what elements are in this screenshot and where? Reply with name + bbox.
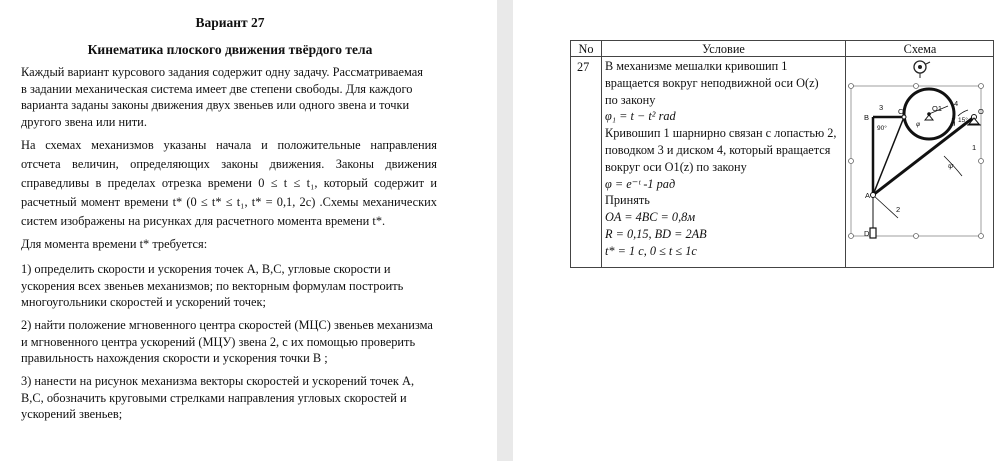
text-line: Каждый вариант курсового задания содержит одну задачу. Рассматриваемая — [21, 65, 423, 79]
condition-line: вокруг оси O1(z) по закону — [605, 159, 747, 174]
label-1: 1 — [972, 143, 977, 152]
intro-paragraph — [21, 64, 423, 130]
label-angle-15: 15° — [958, 117, 968, 124]
condition-line: по закону — [605, 92, 656, 107]
text-line: в задании механическая система имеет две степени свободы. Для каждого — [21, 81, 413, 96]
label-4: 4 — [954, 99, 959, 108]
text-line: На схемах механизмов указаны начала и положительные направления — [21, 138, 437, 152]
text-line: отсчета величин, определяющих законы движения. Законы движения — [21, 157, 437, 171]
condition-cell — [605, 58, 847, 260]
text-line: В,С, обозначить круговыми стрелками направления угловых скоростей и — [21, 390, 407, 405]
formula-r: R = 0,15, BD = 2AB — [605, 226, 707, 241]
label-o: O — [978, 107, 984, 116]
label-o1: O1 — [932, 104, 943, 113]
text-line: систем изображены на рисунках для расчетного момента времени t*. — [21, 214, 386, 228]
condition-line: Принять — [605, 193, 650, 208]
label-psi: ψ — [948, 161, 954, 170]
label-d: D — [864, 229, 870, 238]
label-c: C — [898, 107, 904, 116]
label-phi: φ — [916, 121, 921, 128]
label-3: 3 — [879, 103, 884, 112]
row-number: 27 — [577, 60, 590, 74]
label-2: 2 — [896, 205, 901, 214]
text-line: другого звена или нити. — [21, 114, 147, 129]
formula-phi: φ = e⁻ᵗ -1 рад — [605, 176, 676, 191]
header-condition: Условие — [702, 42, 745, 56]
document-page-right — [513, 0, 1000, 461]
formula-oa: OA = 4BC = 0,8м — [605, 210, 696, 225]
required-line: Для момента времени t* требуется: — [21, 237, 208, 251]
formula-t: t* = 1 c, 0 ≤ t ≤ 1c — [605, 243, 697, 258]
task-1-paragraph — [21, 261, 403, 311]
subject-title: Кинематика плоского движения твёрдого тела — [87, 42, 373, 57]
text-line: ускорения всех звеньев механизмов; по векторным формулам построить — [21, 278, 404, 293]
header-no: No — [578, 42, 594, 56]
formula-phi1: φ₁ = t − t² rad — [605, 109, 676, 124]
text-line: справедливы в пределах отрезка времени 0 ≤ t ≤ t₁, который содержит и — [21, 176, 437, 190]
text-line: и мгновенного центра ускорений (МЦУ) звена 2, с их помощью проверить — [21, 334, 416, 349]
condition-line: поводком 3 и диском 4, который вращается — [605, 142, 831, 157]
task-3-paragraph — [21, 373, 414, 423]
text-line: 3) нанести на рисунок механизма векторы скоростей и ускорений точек А, — [21, 374, 415, 388]
text-line: 1) определить скорости и ускорения точек А, В,С, угловые скорости и — [21, 262, 391, 276]
condition-line: В механизме мешалки кривошип 1 — [605, 59, 788, 73]
header-scheme: Схема — [903, 42, 937, 56]
text-line: правильность нахождения скорости и ускорения точки В ; — [21, 351, 328, 365]
rotation-symbol-icon — [914, 61, 930, 78]
document-page-left — [0, 0, 497, 461]
variant-title: Вариант 27 — [195, 15, 265, 30]
condition-line: Кривошип 1 шарнирно связан с лопастью 2, — [605, 126, 837, 141]
label-b: B — [864, 113, 870, 122]
text-line: 2) найти положение мгновенного центра скоростей (МЦС) звеньев механизма — [21, 318, 433, 332]
label-angle-90: 90° — [877, 125, 887, 132]
variant-table — [570, 40, 994, 268]
mechanism-scheme — [848, 58, 992, 258]
text-line: расчетный момент времени t* (0 ≤ t* ≤ t₁, t* = 0,1, 2c) .Схемы механических — [21, 195, 437, 209]
text-line: варианта заданы законы движения двух звеньев или одного звена и точки — [21, 98, 410, 112]
text-line: многоугольники скоростей и ускорений точек; — [21, 295, 266, 309]
text-line: ускорений звеньев; — [21, 407, 123, 421]
schemes-paragraph — [21, 136, 437, 231]
label-a: A — [865, 191, 871, 200]
condition-line: вращается вокруг неподвижной оси O(z) — [605, 75, 819, 90]
task-2-paragraph — [21, 317, 433, 367]
